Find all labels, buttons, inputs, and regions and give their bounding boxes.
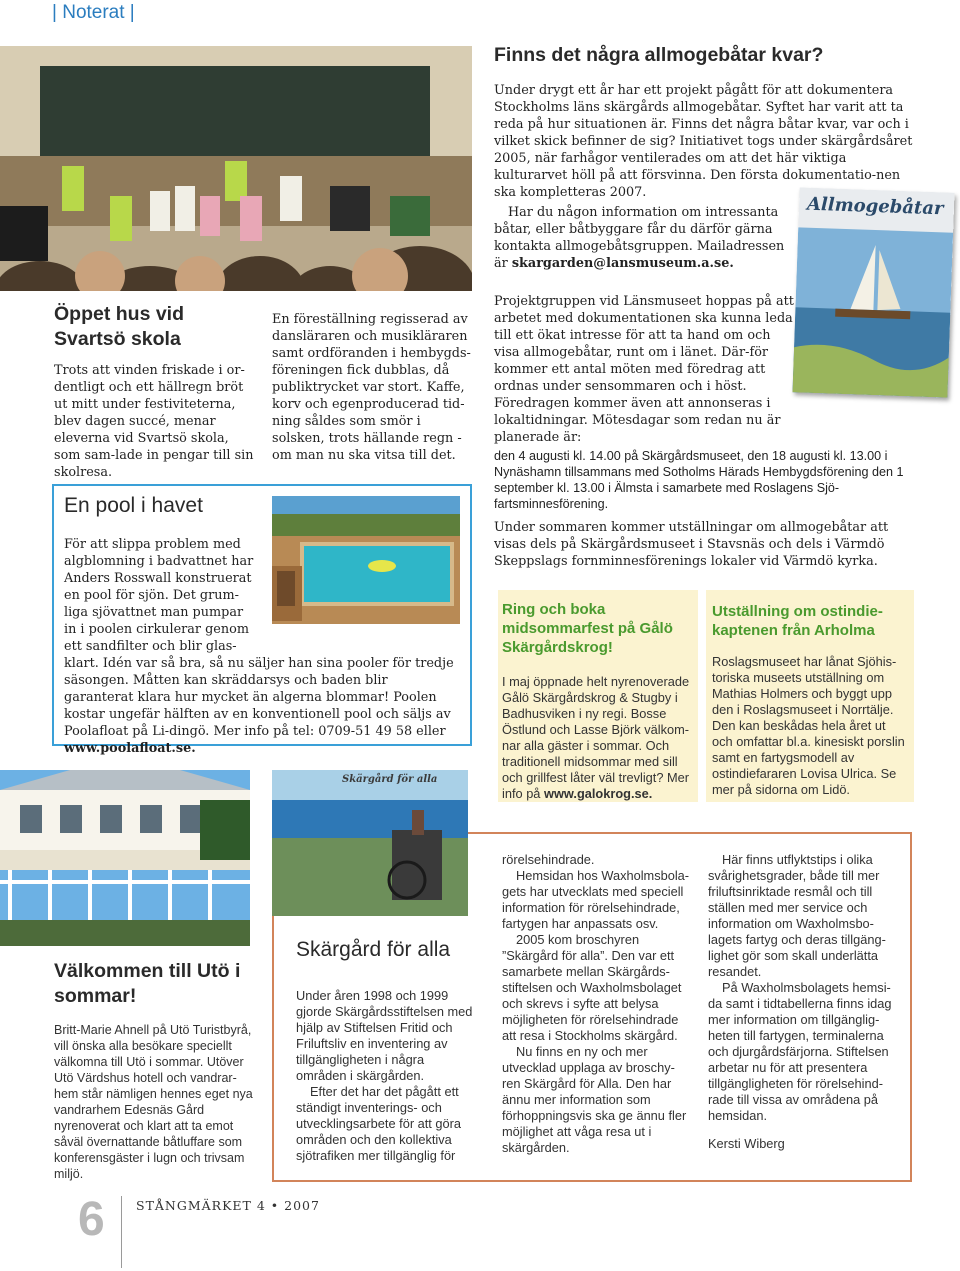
ring-heading: Ring och boka midsommarfest på Gålö Skärgårdskrog! [502, 601, 673, 656]
allmoge-email[interactable]: skargarden@lansmuseum.a.se. [511, 256, 734, 271]
skargard-signature: Kersti Wiberg [708, 1136, 785, 1151]
utstallning-text: Roslagsmuseet har lånat Sjöhis-toriska museets utställning om Mathias Holmers och byggt upp den i Roslagsmuseet i Norrtälje. Den kan beskådas hela året ut och omfattar bl.a. kinesiskt porslin samt en fartygsmodell av ostindiefararen Lovisa Ulrica. Se mer på sidorna om Lidö. [712, 654, 905, 797]
publication-footer: STÅNGMÄRKET 4 • 2007 [136, 1198, 320, 1213]
ring-text: I maj öppnade helt nyrenoverade Gålö Skärgårdskrog & Stugby i Badhusviken i ny regi. Bosse Östlund och Lasse Björk välkom-nar alla gäster i sommar. Och traditionell midsommar med sill och grillfest låter väl trevligt? Mer info på www.galokrog.se. [502, 674, 690, 801]
skargard-col2: rörelsehindrade. Hemsidan hos Waxholmsbola-gets har utvecklats med speciell information för rörelsehindrade, fartygen har anpassats osv. 2005 kom broschyren ”Skärgård för alla”. Den var ett samarbete mellan Skärgårds-stiftelsen och Waxholmsbolaget och skrevs i syfte att belysa möjligheten för rörelsehindrade att resa i Stockholms skärgård. Nu finns en ny och mer utvecklad upplaga av broschy-ren Skärgård för Alla. Den har ännu mer information som förhoppningsvis ska ge ännu fler möjlighet att våga resa ut i skärgården. [502, 852, 690, 1155]
uto-house-photo [0, 770, 250, 946]
svartso-text: Trots att vinden friskade i or-dentligt och ett hällregn bröt ut mitt under festiviteterna, blev dagen succé, menar eleverna vid Svartsö skola, som sam-lade in pengar till sin skolresa. [54, 363, 254, 480]
school-performance-photo [0, 46, 472, 291]
uto-text: Britt-Marie Ahnell på Utö Turistbyrå, vill önska alla besökare speciellt välkomna till Utö i sommar. Utöver Utö Värdshus hotell och vandrar-hem står nämligen hennes eget nya vandrarhem Edesnäs Gård nyrenoverat och klart att ta emot såväl övernattande båtluffare som konferensgäster i lugn och trivsam miljö. [54, 1023, 253, 1181]
meeting-dates: den 4 augusti kl. 14.00 på Skärgårdsmuseet, den 18 augusti kl. 13.00 i Nynäshamn tillsammans med Sotholms Härads Hembygdsförening den 1 september kl. 13.00 i Älmsta i samarbete med Roslagens Sjö-fartsminnesförening. [494, 449, 904, 511]
section-header: | Noterat | [52, 2, 135, 23]
allmogebatar-book-cover [792, 187, 954, 397]
svartso-heading: Öppet hus vid Svartsö skola [54, 303, 185, 350]
section-label: Noterat [62, 2, 125, 23]
pool-link[interactable]: www.poolafloat.se. [64, 741, 196, 756]
skargard-col1: Under åren 1998 och 1999 gjorde Skärgårdsstiftelsen med hjälp av Stiftelsen Fritid och Friluftsliv en inventering av tillgängligheten i några områden i skärgården. Efter det har det pågått ett ständigt inventerings- och utvecklingsarbete för att göra områden och den kollektiva sjötrafiken mer tillgänglig för [296, 988, 473, 1163]
allmoge-paragraph-2: Har du någon information om intressanta båtar, eller båtbyggare får du därför gärna kontakta allmogebåtsgruppen. Mailadressen är skargarden@lansmuseum.a.se. [494, 205, 785, 271]
allmoge-paragraph-3: Projektgruppen vid Länsmuseet hoppas på att arbetet med dokumentationen ska kunna leda till ett ökat intresse för att ta hand om och visa allmogebåtar, runt om i länet. Där-för kommer ett antal möten med föredrag att ordnas under sensommaren och i höst. Föredragen kommer även att annonseras i lokaltidningar. Mötesdagar som redan nu är planerade är: [494, 294, 794, 445]
svartso-text-2: En föreställning regisserad av dansläraren och musikläraren samt ordföranden i hembygds-föreningen fick dubblas, då publiktrycket var stort. Kaffe, korv och egenproducerad tid-ning såldes som smör i solsken, trots hällande regn - om man nu ska vitsa till det. [272, 312, 471, 463]
pool-text-b: klart. Idén var så bra, så nu säljer han sina pooler för tredje säsongen. Måtten kan skräddarsys och baden blir garanterat klara hur mycket än algerna blommar! Poolen kostar ungefär hälften av en konventionell pool och säljs av Poolafloat på Li-dingö. Mer info på tel: 0709-51 49 58 eller www.poolafloat.se. [64, 656, 454, 756]
allmoge-heading: Finns det några allmogebåtar kvar? [494, 44, 824, 66]
footer-divider [121, 1196, 122, 1268]
pool-photo [272, 496, 460, 624]
brochure-title: Skärgård för alla [342, 774, 438, 785]
allmoge-paragraph-4: Under sommaren kommer utställningar om allmogebåtar att visas dels på Skärgårdsmuseet i Stavsnäs och dels i Värmdö Skeppslags fornminnesförenings lokaler vid Värmdö kyrka. [494, 520, 889, 569]
skargard-brochure-photo [272, 770, 468, 916]
skargard-heading: Skärgård för alla [296, 938, 451, 961]
utstallning-heading: Utställning om ostindie-kaptenen från Arholma [712, 603, 883, 639]
pool-text-a: För att slippa problem med algblomning i badvattnet har Anders Rosswall konstruerat en pool för sjön. Det grum-liga sjövattnet man pumpar in i poolen cirkulerar genom ett sandfilter och blir glas- [64, 537, 254, 654]
allmoge-paragraph-1: Under drygt ett år har ett projekt pågått för att dokumentera Stockholms läns skärgårds allmogebåtar. Syftet har varit att ta reda på hur situationen är. Finns det några båtar kvar, var och i vilket skick befinner de sig? Initiativet togs under skärgårdsåret 2005, när farhågor ventilerades om att det här viktiga kulturarvet höll på att försvinna. Den första dokumentatio-nen ska kompletteras 2007. [494, 83, 913, 200]
skargard-col3: Här finns utflyktstips i olika svårighetsgrader, både till mer friluftsinriktade resmål och till ställen med mer service och information om Waxholmsbo-lagets fartyg och deras tillgäng-lighet gör som skall underlätta resandet. På Waxholmsbolagets hemsi-da samt i tidtabellerna finns idag mer information om tillgänglig-heten till fartygen, terminalerna och djurgårdsfärjorna. Stiftelsen arbetar nu för att presentera tillgängligheten för rörelsehind-rade till vissa av områdena på hemsidan. Kersti Wiberg [708, 852, 894, 1152]
page-number: 6 [78, 1193, 105, 1246]
uto-heading: Välkommen till Utö i sommar! [54, 960, 241, 1007]
ring-link[interactable]: www.galokrog.se. [544, 786, 653, 801]
book-title: Allmogebåtar [806, 193, 944, 220]
pool-heading: En pool i havet [64, 494, 203, 517]
